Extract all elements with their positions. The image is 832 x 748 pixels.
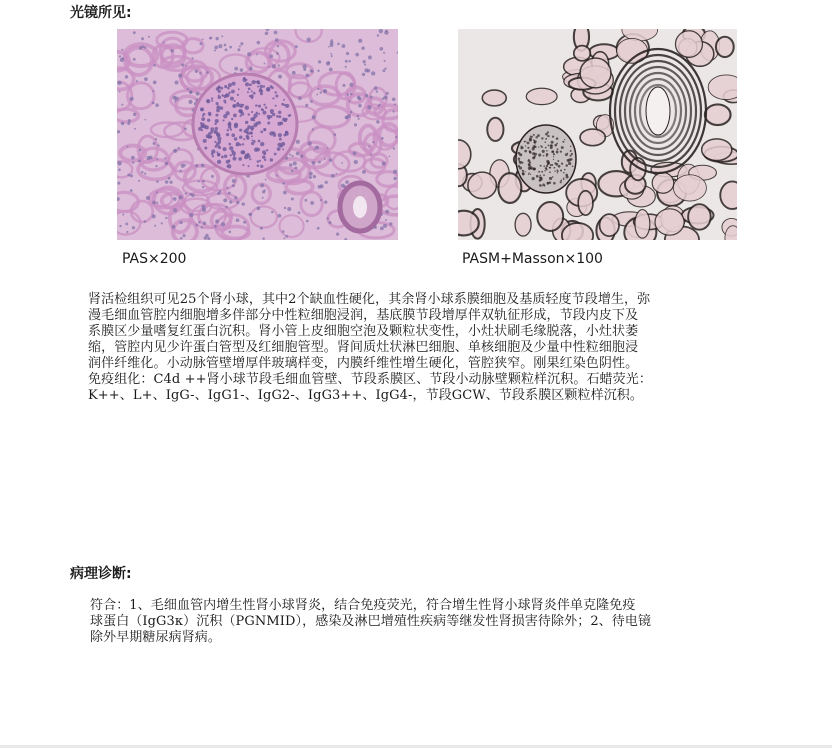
findings-line: 系膜区少量嗜复红蛋白沉积。肾小管上皮细胞空泡及颗粒状变性，小灶状刷毛缘脱落，小灶状萎 [88, 324, 639, 339]
findings-line: 免疫组化：C4d ++肾小球节段毛细血管壁、节段系膜区、节段小动脉壁颗粒样沉积。石蜡荧光： [88, 372, 652, 387]
findings-line: 漫毛细血管腔内细胞增多伴部分中性粒细胞浸润，基底膜节段增厚伴双轨征形成，节段内皮下及 [88, 308, 639, 323]
pasm-masson-micrograph-image [458, 29, 737, 240]
findings-paragraph [88, 292, 788, 404]
findings-line: 肾活检组织可见25个肾小球，其中2个缺血性硬化，其余肾小球系膜细胞及基质轻度节段增生，弥 [88, 292, 651, 307]
pasm-masson-image-caption: PASM+Masson×100 [462, 251, 603, 267]
section-title-diagnosis: 病理诊断: [70, 566, 132, 582]
diagnosis-paragraph [90, 598, 790, 646]
pas-micrograph-image [117, 29, 398, 240]
diagnosis-line: 球蛋白（IgG3κ）沉积（PGNMID），感染及淋巴增殖性疾病等继发性肾损害待除外；2、待电镜 [90, 614, 652, 629]
diagnosis-line: 除外早期糖尿病肾病。 [90, 630, 222, 645]
findings-line: 缩，管腔内见少许蛋白管型及红细胞管型。肾间质灶状淋巴细胞、单核细胞及少量中性粒细胞浸 [88, 340, 639, 355]
pas-image-caption: PAS×200 [122, 251, 187, 267]
findings-line: K++、L+、IgG-、IgG1-、IgG2-、IgG3++、IgG4-，节段GCW、节段系膜区颗粒样沉积。 [88, 388, 644, 403]
section-title-light-microscopy: 光镜所见: [70, 5, 132, 21]
diagnosis-line: 符合：1、毛细血管内增生性肾小球肾炎，结合免疫荧光，符合增生性肾小球肾炎伴单克隆免疫 [90, 598, 636, 613]
findings-line: 润伴纤维化。小动脉管壁增厚伴玻璃样变，内膜纤维性增生硬化，管腔狭窄。刚果红染色阴性。 [88, 356, 639, 371]
